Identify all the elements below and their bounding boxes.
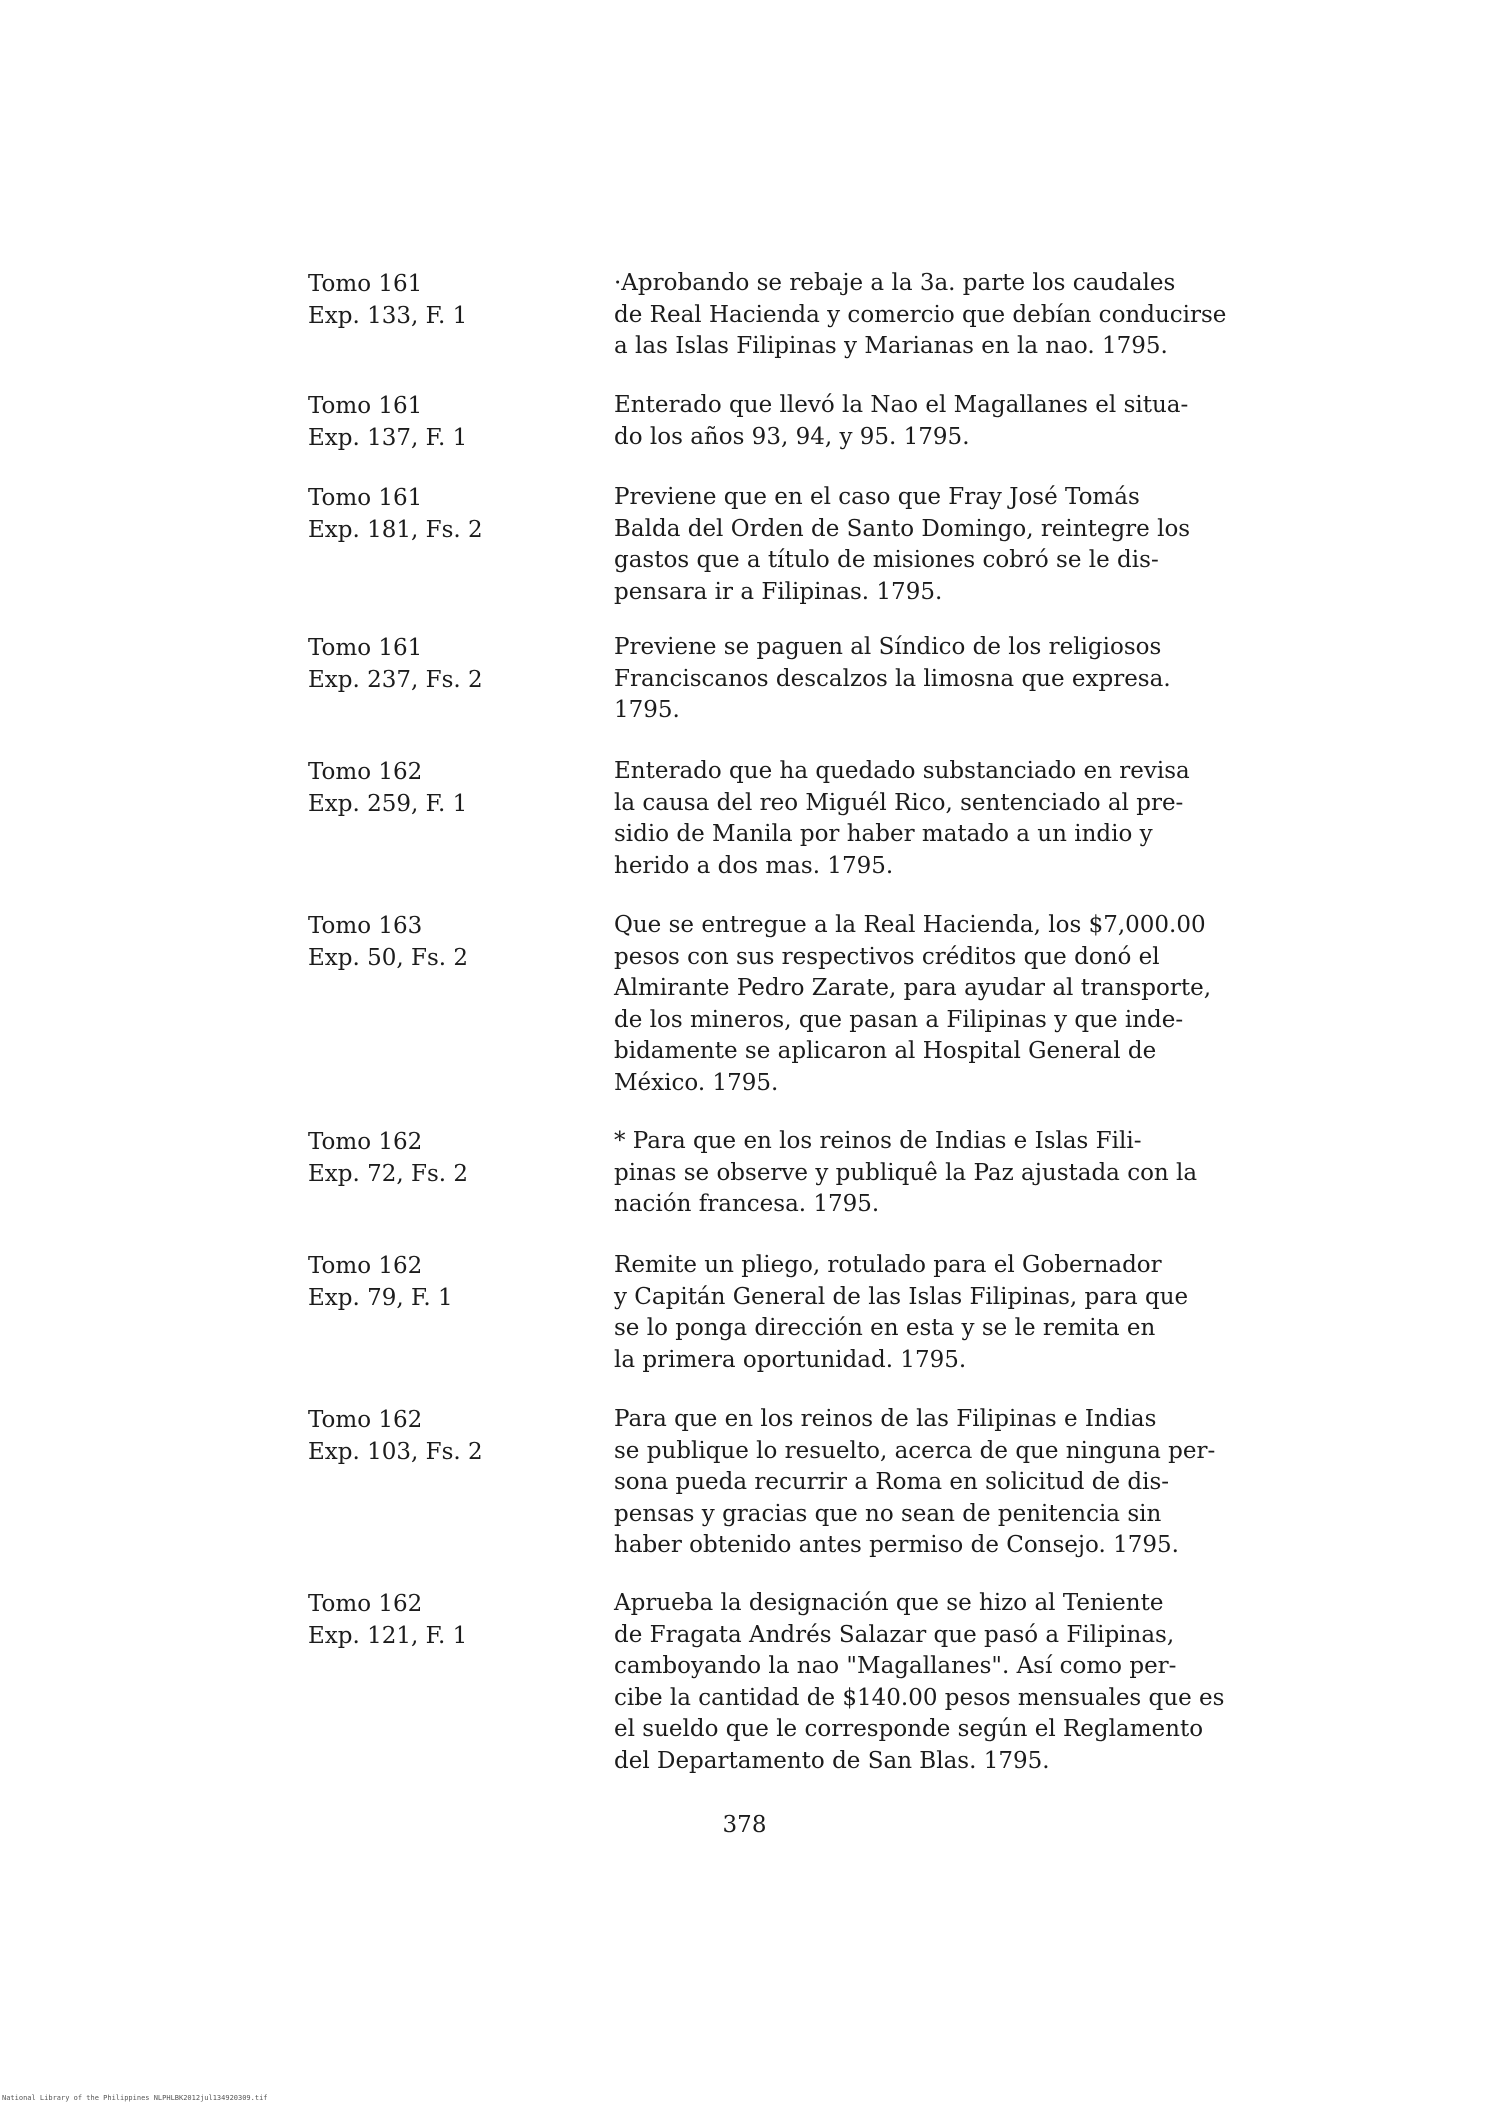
- entry-reference: [308, 1404, 568, 1468]
- exp-label: Exp. 259, F. 1: [308, 791, 468, 817]
- exp-label: Exp. 121, F. 1: [308, 1623, 468, 1649]
- entry-description: Previene se paguen al Síndico de los religiosos Franciscanos descalzos la limosna que expresa. 1795.: [614, 634, 1171, 723]
- exp-label: Exp. 181, Fs. 2: [308, 517, 483, 543]
- tomo-label: Tomo 161: [308, 393, 423, 419]
- entry-reference: [308, 268, 568, 332]
- entry-description: ·Aprobando se rebaje a la 3a. parte los caudales de Real Hacienda y comercio que debían conducirse a las Islas Filipinas y Marianas en la nao. 1795.: [614, 270, 1227, 359]
- tomo-label: Tomo 162: [308, 1591, 423, 1617]
- entry-description: Para que en los reinos de las Filipinas e Indias se publique lo resuelto, acerca de que ninguna per- sona pueda recurrir a Roma en solicitud de dis- pensas y gracias que no sean de penitencia sin haber obtenido antes permiso de Consejo. 1795.: [614, 1406, 1216, 1558]
- scan-credit: National Library of the Philippines NLPHLBK2012jul134920309.tif: [2, 2094, 268, 2102]
- entry-reference: [308, 390, 568, 454]
- exp-label: Exp. 137, F. 1: [308, 425, 468, 451]
- tomo-label: Tomo 162: [308, 1129, 423, 1155]
- exp-label: Exp. 50, Fs. 2: [308, 945, 469, 971]
- entry-description: Que se entregue a la Real Hacienda, los $7,000.00 pesos con sus respectivos créditos que donó el Almirante Pedro Zarate, para ayudar al transporte, de los mineros, que pasan a Filipinas y que inde- bidamente se aplicaron al Hospital General de México. 1795.: [614, 912, 1212, 1096]
- exp-label: Exp. 237, Fs. 2: [308, 667, 483, 693]
- exp-label: Exp. 79, F. 1: [308, 1285, 453, 1311]
- tomo-label: Tomo 162: [308, 1407, 423, 1433]
- tomo-label: Tomo 163: [308, 913, 423, 939]
- exp-label: Exp. 103, Fs. 2: [308, 1439, 483, 1465]
- entry-description: Previene que en el caso que Fray José Tomás Balda del Orden de Santo Domingo, reintegre los gastos que a título de misiones cobró se le dis- pensara ir a Filipinas. 1795.: [614, 484, 1191, 605]
- entry-reference: [308, 756, 568, 820]
- entry-reference: [308, 910, 568, 974]
- page-number: 378: [722, 1812, 767, 1838]
- entry-description: Aprueba la designación que se hizo al Teniente de Fragata Andrés Salazar que pasó a Filipinas, camboyando la nao "Magallanes". Así como per- cibe la cantidad de $140.00 pesos mensuales que es el sueldo que le corresponde según el Reglamento del Departamento de San Blas. 1795.: [614, 1590, 1225, 1774]
- entry-reference: [308, 1250, 568, 1314]
- entry-reference: [308, 1126, 568, 1190]
- tomo-label: Tomo 161: [308, 271, 423, 297]
- tomo-label: Tomo 162: [308, 759, 423, 785]
- entry-description: Enterado que llevó la Nao el Magallanes el situa- do los años 93, 94, y 95. 1795.: [614, 392, 1189, 450]
- tomo-label: Tomo 161: [308, 635, 423, 661]
- exp-label: Exp. 133, F. 1: [308, 303, 468, 329]
- entry-reference: [308, 632, 568, 696]
- entry-reference: [308, 482, 568, 546]
- entry-description: Enterado que ha quedado substanciado en revisa la causa del reo Miguél Rico, sentenciado al pre- sidio de Manila por haber matado a un indio y herido a dos mas. 1795.: [614, 758, 1190, 879]
- entry-description: Remite un pliego, rotulado para el Gobernador y Capitán General de las Islas Filipinas, para que se lo ponga dirección en esta y se le remita en la primera oportunidad. 1795.: [614, 1252, 1189, 1373]
- tomo-label: Tomo 161: [308, 485, 423, 511]
- entry-description: * Para que en los reinos de Indias e Islas Fili- pinas se observe y publiquê la Paz ajustada con la nación francesa. 1795.: [614, 1128, 1198, 1217]
- entry-reference: [308, 1588, 568, 1652]
- tomo-label: Tomo 162: [308, 1253, 423, 1279]
- exp-label: Exp. 72, Fs. 2: [308, 1161, 469, 1187]
